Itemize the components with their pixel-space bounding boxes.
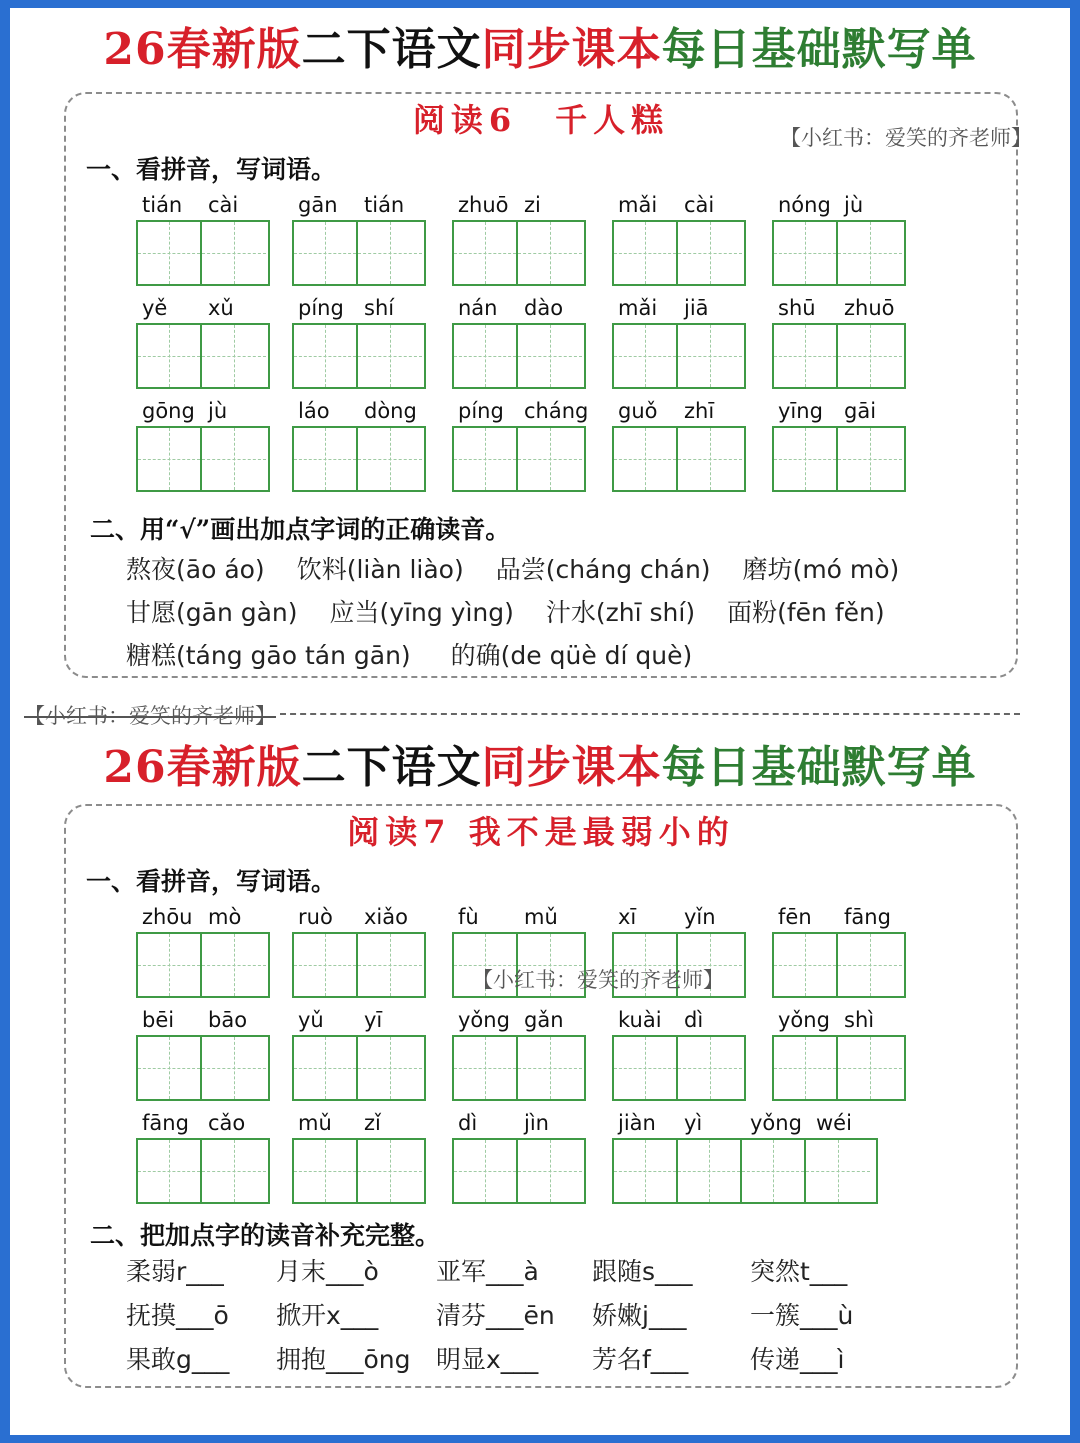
grid-cell[interactable] [678,222,742,284]
q-item: 糖糕(táng gāo tán gān) [126,641,411,670]
fill-in-item[interactable]: 一簇___ù [750,1301,854,1330]
pinyin-label: tián [142,193,183,217]
grid-cell[interactable] [358,934,422,996]
pinyin-label: zhuō [458,193,509,217]
writing-grid[interactable] [452,220,586,286]
grid-cell[interactable] [358,428,422,490]
pinyin-label: yǒng [778,1008,830,1032]
pinyin-label: gān [298,193,338,217]
grid-cell[interactable] [678,1037,742,1099]
sheet1-subtitle: 阅读6 千人糕 [412,101,670,139]
fill-in-item[interactable]: 突然t___ [750,1257,848,1286]
fill-in-item[interactable]: 芳名f___ [592,1345,689,1374]
writing-grid[interactable] [452,426,586,492]
grid-cell[interactable] [678,325,742,387]
writing-grid[interactable] [612,1138,878,1204]
watermark: 【小红书：爱笑的齐老师】 [472,968,724,992]
grid-cell[interactable] [202,1037,266,1099]
pinyin-label: mǔ [524,905,558,929]
fill-in-item[interactable]: 抚摸___ō [126,1301,229,1330]
grid-cell[interactable] [202,222,266,284]
grid-cell[interactable] [454,222,518,284]
q-item: 应当(yīng yìng) [329,598,514,627]
pinyin-label: láo [298,399,330,423]
fill-in-item[interactable]: 掀开x___ [276,1301,379,1330]
pinyin-label: zhōu [142,905,193,929]
pinyin-label: dì [458,1111,478,1135]
pinyin-label: bēi [142,1008,175,1032]
pinyin-label: yǐn [684,905,716,929]
writing-grid[interactable] [136,220,270,286]
writing-grid[interactable] [292,426,426,492]
grid-cell[interactable] [358,1140,422,1202]
grid-cell[interactable] [138,325,202,387]
watermark: 【小红书：爱笑的齐老师】 [780,126,1032,150]
grid-cell[interactable] [774,428,838,490]
title-part: 26春新版 [103,24,302,75]
grid-cell[interactable] [454,1140,518,1202]
fill-in-item[interactable]: 柔弱r___ [126,1257,224,1286]
sheet1-section1-heading: 一、看拼音，写词语。 [86,155,337,184]
sheet1-q-line-1 [126,554,899,586]
grid-cell[interactable] [202,428,266,490]
grid-cell[interactable] [358,222,422,284]
title-part: 二下语文 [301,24,482,75]
grid-cell[interactable] [774,325,838,387]
grid-cell[interactable] [138,934,202,996]
title-part: 26春新版 [103,742,302,793]
writing-grid[interactable] [292,932,426,998]
fill-in-item[interactable]: 月末___ò [276,1257,379,1286]
writing-grid[interactable] [136,323,270,389]
grid-cell[interactable] [138,428,202,490]
sheet2-section2-heading: 二、把加点字的读音补充完整。 [90,1221,441,1250]
grid-cell[interactable] [518,428,582,490]
grid-cell[interactable] [202,1140,266,1202]
pinyin-label: jìn [524,1111,549,1135]
pinyin-label: píng [298,296,344,320]
sheet2-title [10,740,1070,796]
grid-cell[interactable] [518,222,582,284]
pinyin-label: píng [458,399,504,423]
writing-grid[interactable] [452,323,586,389]
pinyin-label: cài [208,193,239,217]
pinyin-label: fāng [142,1111,189,1135]
sheet1-section2-heading: 二、用“√”画出加点字词的正确读音。 [90,515,511,544]
pinyin-label: yǔ [298,1008,324,1032]
grid-cell[interactable] [838,934,902,996]
fill-in-item[interactable]: 娇嫩j___ [592,1301,687,1330]
writing-grid[interactable] [772,1035,906,1101]
worksheet-page [10,8,1070,1435]
pinyin-label: shì [844,1008,875,1032]
pinyin-label: jù [844,193,864,217]
pinyin-label: yǒng [750,1111,802,1135]
grid-cell[interactable] [294,1037,358,1099]
pinyin-label: mò [208,905,242,929]
grid-cell[interactable] [614,1037,678,1099]
writing-grid[interactable] [772,426,906,492]
pinyin-label: zǐ [364,1111,381,1135]
sheet1-q-line-3 [126,640,692,672]
writing-grid[interactable] [452,1138,586,1204]
writing-grid[interactable] [452,1035,586,1101]
grid-cell[interactable] [138,1037,202,1099]
pinyin-label: cài [684,193,715,217]
pinyin-label: kuài [618,1008,662,1032]
pinyin-label: fāng [844,905,891,929]
writing-grid[interactable] [136,1138,270,1204]
fill-in-item[interactable]: 传递___ì [750,1345,845,1374]
grid-cell[interactable] [838,428,902,490]
grid-cell[interactable] [614,428,678,490]
fill-in-item[interactable]: 跟随s___ [592,1257,693,1286]
watermark: 【小红书：爱笑的齐老师】 [24,704,276,728]
pinyin-label: yīng [778,399,823,423]
pinyin-label: cháng [524,399,589,423]
sheet2-box [64,804,1018,1388]
writing-grid[interactable] [292,220,426,286]
pinyin-label: zhī [684,399,715,423]
sheet2-subtitle: 阅读7 我不是最弱小的 [347,813,735,851]
grid-cell[interactable] [678,428,742,490]
writing-grid[interactable] [136,932,270,998]
pinyin-label: cǎo [208,1111,246,1135]
divider [280,713,1020,715]
q-item: 汁水(zhī shí) [545,598,696,627]
q-item: 熬夜(āo áo) [126,555,265,584]
writing-grid[interactable] [612,1035,746,1101]
fill-in-item[interactable]: 明显x___ [436,1345,539,1374]
pinyin-label: ruò [298,905,333,929]
writing-grid[interactable] [136,426,270,492]
pinyin-label: nán [458,296,498,320]
sheet1-q-line-2 [126,597,885,629]
pinyin-label: wéi [816,1111,852,1135]
sheet1-title [10,22,1070,78]
q-item: 的确(de qüè dí què) [450,641,693,670]
grid-cell[interactable] [614,222,678,284]
pinyin-label: xǔ [208,296,234,320]
pinyin-label: xī [618,905,637,929]
grid-cell[interactable] [774,222,838,284]
grid-cell[interactable] [518,1037,582,1099]
pinyin-label: tián [364,193,405,217]
pinyin-label: dào [524,296,564,320]
fill-in-item[interactable]: 清芬___ēn [436,1301,555,1330]
grid-cell[interactable] [138,222,202,284]
grid-cell[interactable] [202,934,266,996]
writing-grid[interactable] [612,426,746,492]
title-part: 同步课本 [481,24,662,75]
pinyin-label: yǒng [458,1008,510,1032]
pinyin-label: dòng [364,399,417,423]
pinyin-label: mǔ [298,1111,332,1135]
pinyin-label: mǎi [618,296,658,320]
grid-cell[interactable] [774,934,838,996]
pinyin-label: bāo [208,1008,248,1032]
q-item: 磨坊(mó mò) [742,555,900,584]
pinyin-label: fēn [778,905,812,929]
writing-grid[interactable] [772,932,906,998]
title-part: 每日基础默写单 [661,24,977,75]
pinyin-label: gāi [844,399,877,423]
title-part: 同步课本 [481,742,662,793]
pinyin-label: yě [142,296,168,320]
grid-cell[interactable] [838,1037,902,1099]
q-item: 面粉(fēn fěn) [727,598,885,627]
grid-cell[interactable] [678,1140,742,1202]
grid-cell[interactable] [294,325,358,387]
grid-cell[interactable] [294,222,358,284]
writing-grid[interactable] [772,323,906,389]
grid-cell[interactable] [838,325,902,387]
pinyin-label: jiàn [618,1111,656,1135]
pinyin-label: jù [208,399,228,423]
grid-cell[interactable] [454,1037,518,1099]
pinyin-label: shū [778,296,816,320]
pinyin-label: dì [684,1008,704,1032]
pinyin-label: zhuō [844,296,895,320]
grid-cell[interactable] [454,428,518,490]
grid-cell[interactable] [614,325,678,387]
grid-cell[interactable] [138,1140,202,1202]
title-part: 每日基础默写单 [661,742,977,793]
pinyin-label: gōng [142,399,195,423]
grid-cell[interactable] [518,1140,582,1202]
pinyin-label: nóng [778,193,831,217]
q-item: 品尝(cháng chán) [495,555,711,584]
pinyin-label: xiǎo [364,905,408,929]
grid-cell[interactable] [294,428,358,490]
fill-in-item[interactable]: 亚军___à [436,1257,539,1286]
grid-cell[interactable] [294,934,358,996]
grid-cell[interactable] [202,325,266,387]
grid-cell[interactable] [294,1140,358,1202]
grid-cell[interactable] [806,1140,870,1202]
pinyin-label: mǎi [618,193,658,217]
grid-cell[interactable] [742,1140,806,1202]
title-part: 二下语文 [301,742,482,793]
sheet2-section1-heading: 一、看拼音，写词语。 [86,867,337,896]
writing-grid[interactable] [612,323,746,389]
grid-cell[interactable] [614,1140,678,1202]
grid-cell[interactable] [358,1037,422,1099]
writing-grid[interactable] [612,220,746,286]
writing-grid[interactable] [292,1035,426,1101]
pinyin-label: shí [364,296,395,320]
grid-cell[interactable] [358,325,422,387]
pinyin-label: yī [364,1008,383,1032]
pinyin-label: yì [684,1111,703,1135]
pinyin-label: zi [524,193,541,217]
pinyin-label: guǒ [618,399,658,423]
sheet1-box [64,92,1018,678]
grid-cell[interactable] [838,222,902,284]
grid-cell[interactable] [454,325,518,387]
grid-cell[interactable] [518,325,582,387]
fill-in-item[interactable]: 拥抱___ōng [276,1345,411,1374]
q-item: 甘愿(gān gàn) [126,598,298,627]
writing-grid[interactable] [136,1035,270,1101]
fill-in-item[interactable]: 果敢g___ [126,1345,230,1374]
pinyin-label: fù [458,905,479,929]
writing-grid[interactable] [292,1138,426,1204]
q-item: 饮料(liàn liào) [296,555,464,584]
pinyin-label: gǎn [524,1008,564,1032]
grid-cell[interactable] [774,1037,838,1099]
writing-grid[interactable] [292,323,426,389]
pinyin-label: jiā [684,296,709,320]
writing-grid[interactable] [772,220,906,286]
